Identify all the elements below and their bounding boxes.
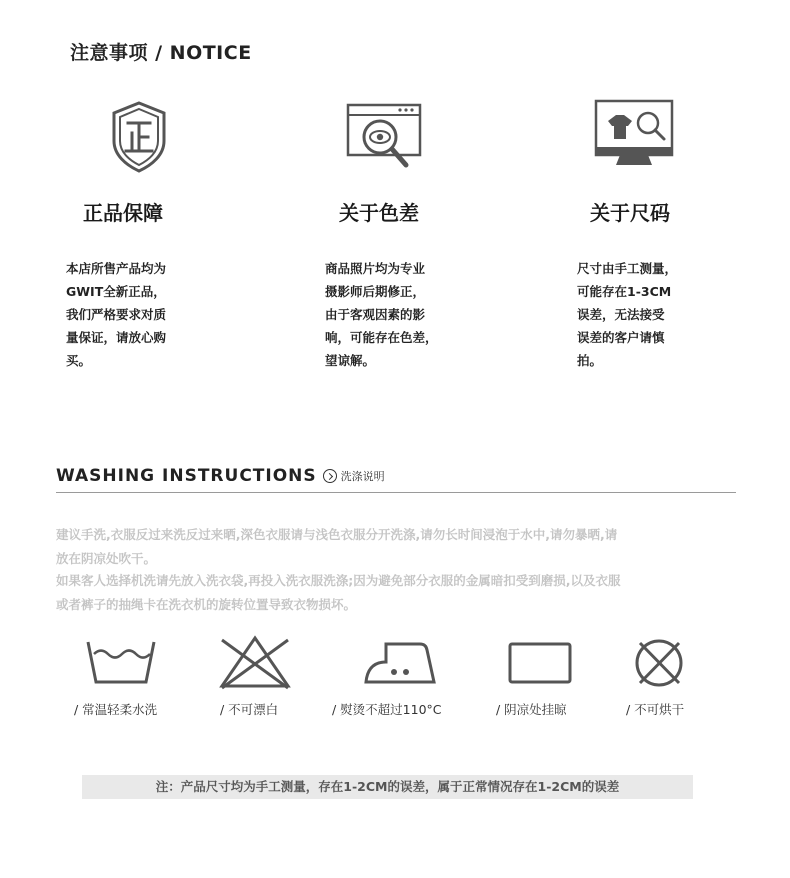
care-item-no-tumble: [626, 632, 716, 732]
care-item-line-dry: [496, 632, 606, 732]
column-text-line: GWIT全新正品，: [66, 284, 166, 299]
column-text: [66, 257, 206, 372]
divider: [56, 492, 736, 493]
notice-title: 注意事项 / NOTICE: [70, 42, 252, 64]
washing-paragraph-hand: [56, 523, 736, 571]
column-text-line: 误差的客户请慎: [577, 330, 665, 345]
column-text-line: 望谅解。: [325, 353, 376, 368]
paragraph-line: 建议手洗,衣服反过来洗反过来晒,深色衣服请与浅色衣服分开洗涤,请勿长时间浸泡于水中,请勿暴晒,请: [56, 527, 618, 542]
care-label: / 不可烘干: [626, 702, 685, 717]
column-text-line: 尺寸由手工测量，: [577, 261, 678, 276]
column-text-line: 由于客观因素的影: [325, 307, 426, 322]
column-text-line: 量保证，请放心购: [66, 330, 167, 345]
no-bleach-icon: [216, 632, 294, 692]
column-text: [577, 257, 717, 372]
care-item-iron: [332, 632, 472, 732]
circle-arrow-icon: [323, 469, 337, 483]
column-text: [325, 257, 465, 372]
column-text-line: 我们严格要求对质: [66, 307, 167, 322]
paragraph-line: 放在阴凉处吹干。: [56, 551, 157, 566]
column-text-line: 可能存在1-3CM: [577, 284, 672, 299]
washing-subtitle: 洗涤说明: [340, 470, 385, 483]
no-tumble-dry-icon: [624, 632, 702, 692]
column-text-line: 本店所售产品均为: [66, 261, 167, 276]
washing-paragraph-machine: [56, 569, 736, 617]
color-inspect-icon: [342, 95, 432, 185]
paragraph-line: 如果客人选择机洗请先放入洗衣袋,再投入洗衣服洗涤;因为避免部分衣服的金属暗扣受到磨损,以及衣服: [56, 573, 621, 588]
iron-icon: [362, 632, 440, 692]
care-label: / 常温轻柔水洗: [74, 702, 158, 717]
column-text-line: 误差，无法接受: [577, 307, 665, 322]
size-monitor-icon: [590, 95, 680, 185]
footnote-banner: 注：产品尺寸均为手工测量，存在1-2CM的误差，属于正常情况存在1-2CM的误差: [82, 775, 693, 799]
line-dry-shade-icon: [504, 632, 582, 692]
column-text-line: 商品照片均为专业: [325, 261, 426, 276]
column-text-line: 买。: [66, 353, 92, 368]
hand-wash-icon: [82, 632, 160, 692]
column-heading: 正品保障: [83, 201, 163, 225]
washing-header: [56, 466, 385, 486]
care-item-no-bleach: [218, 632, 318, 732]
column-text-line: 拍。: [577, 353, 603, 368]
column-text-line: 响，可能存在色差，: [325, 330, 438, 345]
care-item-hand-wash: [74, 632, 194, 732]
column-text-line: 摄影师后期修正，: [325, 284, 426, 299]
authentic-shield-icon: [94, 95, 184, 185]
care-label: / 熨烫不超过110°C: [332, 702, 442, 717]
care-label: / 不可漂白: [220, 702, 279, 717]
washing-title: WASHING INSTRUCTIONS: [56, 466, 317, 486]
column-heading: 关于色差: [339, 201, 419, 225]
column-heading: 关于尺码: [590, 201, 670, 225]
paragraph-line: 或者裤子的抽绳卡在洗衣机的旋转位置导致衣物损坏。: [56, 597, 357, 612]
care-label: / 阴凉处挂晾: [496, 702, 567, 717]
